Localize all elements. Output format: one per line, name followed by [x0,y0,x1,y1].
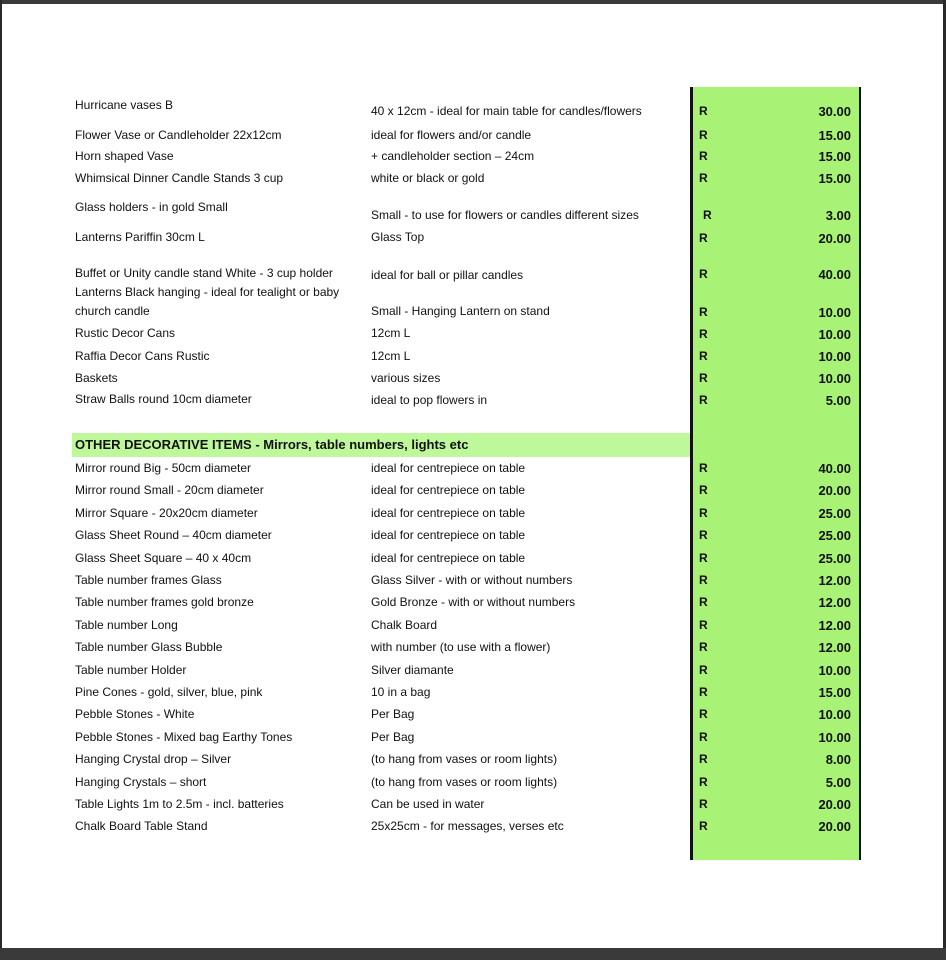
currency-symbol: R [699,618,708,632]
currency-symbol: R [703,208,712,222]
item-description: Small - to use for flowers or candles different sizes [371,208,639,222]
item-name: Chalk Board Table Stand [75,819,208,833]
item-name: Hanging Crystals – short [75,775,207,789]
item-name: Table number Holder [75,663,187,677]
currency-symbol: R [699,752,708,766]
currency-symbol: R [699,305,708,319]
item-price: 8.00 [825,752,851,767]
item-description: Silver diamante [371,663,454,677]
item-name: Mirror Square - 20x20cm diameter [75,506,258,520]
item-price: 20.00 [818,797,851,812]
currency-symbol: R [699,327,708,341]
item-price: 12.00 [818,640,851,655]
item-description: Can be used in water [371,797,485,811]
item-description: various sizes [371,371,441,385]
item-description: ideal for centrepiece on table [371,528,526,542]
item-description: Chalk Board [371,618,438,632]
item-price: 10.00 [818,349,851,364]
currency-symbol: R [699,775,708,789]
currency-symbol: R [699,819,708,833]
item-description: (to hang from vases or room lights) [371,775,558,789]
item-price: 5.00 [825,775,851,790]
item-description: ideal for centrepiece on table [371,551,526,565]
item-price: 10.00 [818,663,851,678]
item-description: ideal for centrepiece on table [371,461,526,475]
currency-symbol: R [699,528,708,542]
item-description: Per Bag [371,730,415,744]
item-name: Raffia Decor Cans Rustic [75,349,210,363]
item-description: Per Bag [371,707,415,721]
viewer-bottom-border [0,948,946,960]
item-price: 3.00 [825,208,851,223]
currency-symbol: R [699,349,708,363]
item-name: Hurricane vases B [75,98,174,112]
item-price: 15.00 [818,149,851,164]
item-description: white or black or gold [371,171,485,185]
item-name: Table number frames Glass [75,573,222,587]
currency-symbol: R [699,595,708,609]
item-price: 20.00 [818,231,851,246]
currency-symbol: R [699,393,708,407]
item-name: Pine Cones - gold, silver, blue, pink [75,685,263,699]
currency-symbol: R [699,685,708,699]
viewer-left-border [0,0,2,960]
currency-symbol: R [699,128,708,142]
section-header: OTHER DECORATIVE ITEMS - Mirrors, table numbers, lights etc [75,437,469,452]
item-description: ideal for ball or pillar candles [371,268,524,282]
currency-symbol: R [699,707,708,721]
item-description: with number (to use with a flower) [371,640,551,654]
item-description: 25x25cm - for messages, verses etc [371,819,564,833]
currency-symbol: R [699,104,708,118]
item-price: 12.00 [818,573,851,588]
currency-symbol: R [699,149,708,163]
item-price: 30.00 [818,104,851,119]
item-name: Pebble Stones - Mixed bag Earthy Tones [75,730,293,744]
item-price: 10.00 [818,305,851,320]
currency-symbol: R [699,506,708,520]
item-description: Gold Bronze - with or without numbers [371,595,576,609]
item-description: + candleholder section – 24cm [371,149,535,163]
item-price: 10.00 [818,730,851,745]
item-description: ideal for centrepiece on table [371,483,526,497]
currency-symbol: R [699,171,708,185]
currency-symbol: R [699,267,708,281]
item-price: 25.00 [818,528,851,543]
item-name: Pebble Stones - White [75,707,195,721]
item-description: (to hang from vases or room lights) [371,752,558,766]
item-price: 5.00 [825,393,851,408]
currency-symbol: R [699,461,708,475]
item-price: 20.00 [818,483,851,498]
currency-symbol: R [699,573,708,587]
item-price: 12.00 [818,618,851,633]
item-name: Table number Glass Bubble [75,640,223,654]
item-price: 12.00 [818,595,851,610]
item-name: Glass Sheet Square – 40 x 40cm [75,551,252,565]
item-description: 12cm L [371,349,411,363]
item-name: Rustic Decor Cans [75,326,176,340]
currency-symbol: R [699,797,708,811]
item-description: Glass Top [371,230,425,244]
item-name: Table Lights 1m to 2.5m - incl. batteries [75,797,284,811]
item-name: Horn shaped Vase [75,149,174,163]
item-name: Hanging Crystal drop – Silver [75,752,232,766]
item-price: 20.00 [818,819,851,834]
item-price: 40.00 [818,461,851,476]
item-name-continued: church candle [75,304,150,318]
item-price: 10.00 [818,707,851,722]
item-description: ideal to pop flowers in [371,393,488,407]
item-name: Mirror round Small - 20cm diameter [75,483,264,497]
item-name: Lanterns Black hanging - ideal for tealight or baby [75,285,340,299]
item-price: 15.00 [818,128,851,143]
item-name: Flower Vase or Candleholder 22x12cm [75,128,282,142]
currency-symbol: R [699,371,708,385]
item-price: 25.00 [818,551,851,566]
item-name: Buffet or Unity candle stand White - 3 cup holder [75,266,333,280]
item-price: 10.00 [818,327,851,342]
currency-symbol: R [699,551,708,565]
item-description: 12cm L [371,326,411,340]
item-name: Whimsical Dinner Candle Stands 3 cup [75,171,284,185]
item-name: Straw Balls round 10cm diameter [75,392,252,406]
currency-symbol: R [699,663,708,677]
item-description: ideal for flowers and/or candle [371,128,532,142]
item-description: ideal for centrepiece on table [371,506,526,520]
item-description: Glass Silver - with or without numbers [371,573,573,587]
currency-symbol: R [699,483,708,497]
item-name: Lanterns Pariffin 30cm L [75,230,205,244]
item-description: 10 in a bag [371,685,431,699]
item-description: 40 x 12cm - ideal for main table for candles/flowers [371,104,642,118]
item-description: Small - Hanging Lantern on stand [371,304,550,318]
item-name: Glass holders - in gold Small [75,200,228,214]
viewer-top-border [0,0,946,4]
item-name: Table number Long [75,618,178,632]
item-price: 10.00 [818,371,851,386]
currency-symbol: R [699,231,708,245]
item-price: 25.00 [818,506,851,521]
currency-symbol: R [699,640,708,654]
item-price: 40.00 [818,267,851,282]
item-name: Mirror round Big - 50cm diameter [75,461,252,475]
item-price: 15.00 [818,685,851,700]
price-column-right-border [859,87,861,860]
item-price: 15.00 [818,171,851,186]
item-name: Glass Sheet Round – 40cm diameter [75,528,272,542]
item-name: Table number frames gold bronze [75,595,254,609]
currency-symbol: R [699,730,708,744]
item-name: Baskets [75,371,118,385]
